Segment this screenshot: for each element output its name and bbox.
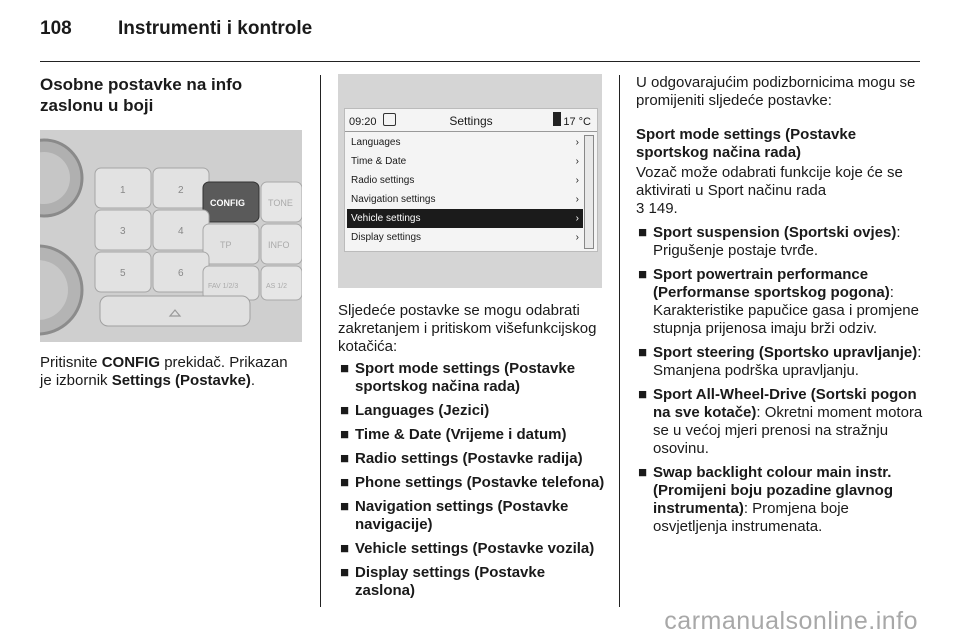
screen-menu-item[interactable]: [347, 190, 583, 209]
screen-status-bar: [345, 109, 597, 132]
settings-intro: Sljedeće postavke se mogu odabrati zakretanjem i pritiskom višefunkcijskog kotačića:: [338, 302, 597, 355]
bullet-icon: ■: [638, 344, 648, 361]
bullet-icon: ■: [340, 474, 350, 491]
settings-list-item-text: Display settings (Postavke zaslona): [355, 564, 546, 599]
settings-list-item-text: Navigation settings (Postavke navigacije): [355, 498, 569, 533]
chevron-right-icon: ›: [575, 137, 579, 148]
chevron-right-icon: ›: [575, 175, 579, 186]
screen-scrollbar: [584, 135, 594, 249]
sport-option-description: : Prigušenje postaje tvrđe.: [653, 224, 901, 259]
chevron-right-icon: ›: [575, 156, 579, 167]
sport-option-description: : Smanjena podrška upravljanju.: [653, 344, 922, 379]
photo-button-as: AS 1/2: [266, 283, 288, 290]
submenu-intro: U odgovarajućim podizbornicima mogu se promijeniti sljedeće postavke:: [636, 74, 916, 109]
bullet-icon: ■: [340, 450, 350, 467]
header-divider: [40, 61, 920, 62]
screen-temperature: 17 °C: [563, 116, 591, 128]
settings-list-item: [338, 564, 606, 600]
page-reference: 149.: [644, 200, 678, 217]
screen-time: 09:20: [349, 116, 377, 128]
settings-list-item-text: Vehicle settings (Postavke vozila): [355, 540, 595, 557]
config-keyword: CONFIG: [101, 354, 161, 371]
sport-option-term: Sport powertrain performance (Performanse sportskog pogona): [653, 266, 890, 301]
bullet-icon: ■: [340, 564, 350, 581]
section-heading-line2: zaslonu u boji: [40, 96, 154, 115]
phone-icon: [553, 112, 561, 126]
bullet-icon: ■: [638, 266, 648, 283]
settings-screen: [344, 108, 598, 252]
sport-option-description: : Okretni moment motora se u većoj mjeri prenosi na stražnju osovinu.: [653, 404, 923, 457]
settings-list: [338, 360, 606, 600]
control-panel-photo: [40, 130, 302, 342]
settings-keyword: Settings (Postavke): [111, 372, 251, 389]
photo-button-6: 6: [178, 268, 184, 279]
settings-list-item-text: Radio settings (Postavke radija): [355, 450, 583, 467]
screen-menu-item-label: Radio settings: [351, 175, 415, 186]
sport-option-item: [636, 224, 924, 260]
section-heading-line1: Osobne postavke na info: [40, 75, 243, 94]
bullet-icon: ■: [638, 464, 648, 481]
chevron-right-icon: ›: [575, 232, 579, 243]
bullet-icon: ■: [340, 540, 350, 557]
photo-button-tone: TONE: [268, 198, 293, 208]
photo-button-5: 5: [120, 268, 126, 279]
settings-list-item: [338, 450, 606, 468]
sport-option-description: : Promjena boje osvjetljenja instrumenata.: [653, 500, 849, 535]
screen-menu-list: [347, 133, 583, 247]
photo-button-1: 1: [120, 185, 126, 196]
bullet-icon: ■: [638, 386, 648, 403]
settings-list-item: [338, 360, 606, 396]
config-paragraph: [40, 354, 302, 390]
sport-option-term: Swap backlight colour main instr. (Promijeni boju pozadine glavnog instrumenta): [653, 464, 894, 517]
sport-option-item: [636, 266, 924, 338]
chapter-title: Instrumenti i kontrole: [118, 18, 313, 39]
bullet-icon: ■: [340, 360, 350, 377]
bullet-icon: ■: [340, 402, 350, 419]
sport-option-item: [636, 344, 924, 380]
sport-option-item: [636, 386, 924, 458]
screen-menu-item-label: Vehicle settings: [351, 213, 421, 224]
sport-option-item: [636, 464, 924, 536]
column-3: [636, 74, 924, 542]
watermark: carmanualsonline.info: [664, 607, 918, 635]
column-divider-2: [619, 75, 620, 607]
settings-screen-illustration: [338, 74, 602, 288]
photo-button-config: CONFIG: [210, 198, 245, 208]
column-1: [40, 74, 302, 390]
sport-option-term: Sport suspension (Sportski ovjes): [653, 224, 897, 241]
photo-button-2: 2: [178, 185, 184, 196]
bullet-icon: ■: [340, 426, 350, 443]
section-heading: [40, 74, 302, 116]
settings-list-item: [338, 498, 606, 534]
sport-options-list: [636, 224, 924, 536]
screen-menu-item[interactable]: [347, 228, 583, 247]
sport-option-term: Sport All-Wheel-Drive (Sortski pogon na sve kotače): [653, 386, 917, 421]
screen-menu-item[interactable]: [347, 133, 583, 152]
screen-menu-item-label: Display settings: [351, 232, 422, 243]
screen-menu-item[interactable]: [347, 171, 583, 190]
screen-menu-item[interactable]: [347, 152, 583, 171]
photo-button-fav: FAV 1/2/3: [208, 283, 239, 290]
column-2: [338, 74, 606, 606]
settings-list-item-text: Languages (Jezici): [355, 402, 490, 419]
settings-list-item: [338, 474, 606, 492]
screen-menu-item-label: Time & Date: [351, 156, 407, 167]
settings-list-item-text: Phone settings (Postavke telefona): [355, 474, 605, 491]
photo-button-4: 4: [178, 226, 184, 237]
sport-option-description: : Karakteristike papučice gasa i promjene stupnja prijenosa imaju brži odziv.: [653, 284, 919, 337]
settings-list-item-text: Sport mode settings (Postavke sportskog načina rada): [355, 360, 576, 395]
settings-list-item-text: Time & Date (Vrijeme i datum): [355, 426, 567, 443]
sport-option-term: Sport steering (Sportsko upravljanje): [653, 344, 918, 361]
sport-mode-heading: Sport mode settings (Postavke sportskog načina rada): [636, 126, 857, 161]
column-divider-1: [320, 75, 321, 607]
photo-button-info: INFO: [268, 240, 290, 250]
screen-menu-item[interactable]: [347, 209, 583, 228]
chevron-right-icon: ›: [575, 194, 579, 205]
bullet-icon: ■: [638, 224, 648, 241]
photo-button-tp: TP: [220, 240, 232, 250]
bullet-icon: ■: [340, 498, 350, 515]
config-paragraph-prefix: Pritisnite: [40, 354, 102, 371]
settings-list-item: [338, 402, 606, 420]
screen-title: Settings: [449, 114, 493, 128]
sport-mode-body-text: Vozač može odabrati funkcije koje će se aktivirati u Sport načinu rada: [636, 164, 903, 199]
settings-list-item: [338, 540, 606, 558]
config-paragraph-middle: prekidač. Prikazan je izbornik: [40, 354, 288, 389]
photo-button-3: 3: [120, 226, 126, 237]
chevron-right-icon: ›: [575, 213, 579, 224]
page-reference-icon: 3: [636, 200, 645, 217]
sport-mode-body: [636, 164, 924, 218]
screen-menu-item-label: Navigation settings: [351, 194, 436, 205]
screen-menu-item-label: Languages: [351, 137, 401, 148]
page-header: [40, 18, 920, 58]
settings-list-item: [338, 426, 606, 444]
config-paragraph-suffix: .: [250, 372, 256, 389]
page-number: 108: [40, 18, 72, 39]
